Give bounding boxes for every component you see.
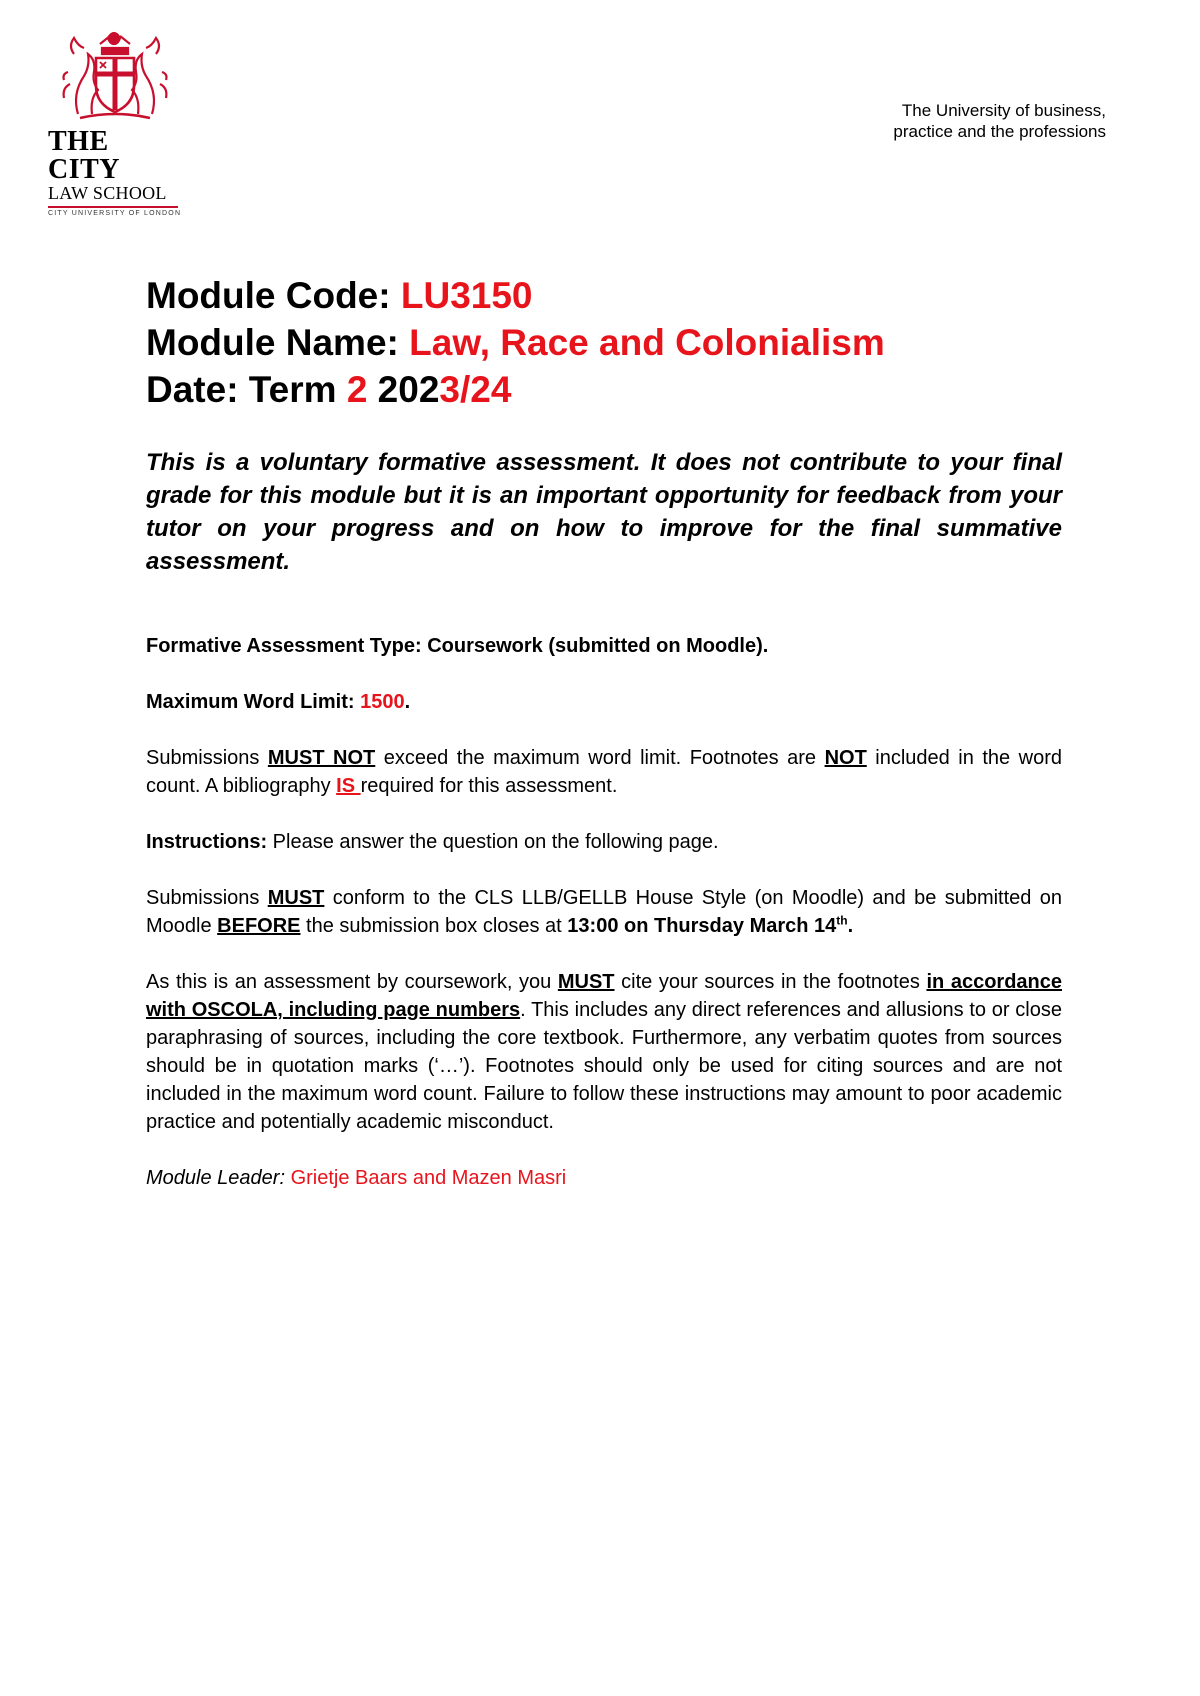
module-date-line [146, 366, 1066, 413]
module-code-line [146, 272, 1066, 319]
deadline-ordinal: th [836, 913, 848, 928]
assessment-type: Formative Assessment Type: Coursework (submitted on Moodle). [146, 635, 769, 657]
coursework-paragraph [146, 968, 1062, 1136]
emphasis-is: IS [336, 775, 361, 797]
submissions-paragraph-1 [146, 744, 1062, 800]
module-name-value: Law, Race and Colonialism [409, 322, 885, 363]
module-leader [146, 1164, 1062, 1192]
date-term: 2 [346, 369, 368, 410]
word-limit-value: 1500 [360, 691, 405, 713]
text-segment: Submissions [146, 887, 268, 909]
instructions-label: Instructions: [146, 831, 268, 853]
coat-of-arms-icon [60, 24, 170, 124]
instructions-text: Please answer the question on the following page. [267, 831, 719, 853]
logo-divider [48, 206, 178, 208]
instructions-paragraph [146, 828, 1062, 856]
emphasis-must: MUST [267, 887, 325, 909]
text-segment: Submissions [146, 747, 268, 769]
text-segment: the submission box closes at [300, 915, 568, 937]
module-name-line [146, 319, 1066, 366]
text-segment: . This includes any direct references and allusions to or close paraphrasing of sources, including the core textbook. Furthermore, any verbatim quotes from sources should be in quotation marks (‘…’). Footnotes should only be used for citing sources and are not included in the maximum word count. Failure to follow these instructions may amount to poor academic practice and potentially academic misconduct. [146, 999, 1062, 1133]
text-segment: cite your sources in the footnotes [614, 971, 927, 993]
emphasis-oscola: in accordance with OSCOLA, including page numbers [146, 971, 1062, 1021]
word-limit-label: Maximum Word Limit: [146, 691, 361, 713]
date-year-red: 3/24 [439, 369, 512, 410]
module-leader-label: Module Leader [146, 1167, 280, 1189]
text-segment: included in the word count. A bibliography [146, 747, 1063, 797]
tagline-line1: The University of business, [901, 101, 1106, 120]
text-segment: . [847, 915, 854, 937]
logo-wordmark-line3: CITY UNIVERSITY OF LONDON [48, 209, 182, 217]
text-segment: As this is an assessment by coursework, you [146, 971, 558, 993]
text-segment: exceed the maximum word limit. Footnotes are [375, 747, 825, 769]
emphasis-before: BEFORE [217, 915, 301, 937]
module-name-label: Module Name: [146, 322, 410, 363]
date-label: Date: Term [146, 369, 347, 410]
text-segment: : [279, 1167, 291, 1189]
deadline: 13:00 on Thursday March 14 [567, 915, 837, 937]
logo-wordmark-line2: LAW SCHOOL [48, 183, 167, 203]
emphasis-must-not: MUST NOT [267, 747, 376, 769]
submissions-paragraph-2 [146, 884, 1062, 940]
city-law-school-logo [48, 24, 188, 217]
word-limit [146, 688, 1062, 716]
text-segment: conform to the CLS LLB/GELLB House Style (on Moodle) and be submitted on Moodle [146, 887, 1062, 937]
module-header [146, 272, 1066, 413]
intro-paragraph: This is a voluntary formative assessment. It does not contribute to your final grade for this module but it is an important opportunity for feedback from your tutor on your progress and on how to improve for the final summative assessment. [146, 449, 1062, 575]
word-limit-suffix: . [404, 691, 411, 713]
date-year-black: 202 [367, 369, 440, 410]
university-tagline [893, 100, 1106, 142]
emphasis-not: NOT [824, 747, 867, 769]
text-segment: required for this assessment. [360, 775, 618, 797]
module-code-value: LU3150 [400, 275, 533, 316]
logo-wordmark-line1: THE CITY [48, 126, 121, 185]
tagline-line2: practice and the professions [893, 122, 1106, 141]
module-leader-names: Grietje Baars and Mazen Masri [290, 1167, 567, 1189]
emphasis-must: MUST [557, 971, 615, 993]
document-body [146, 446, 1062, 1192]
module-code-label: Module Code: [146, 275, 401, 316]
